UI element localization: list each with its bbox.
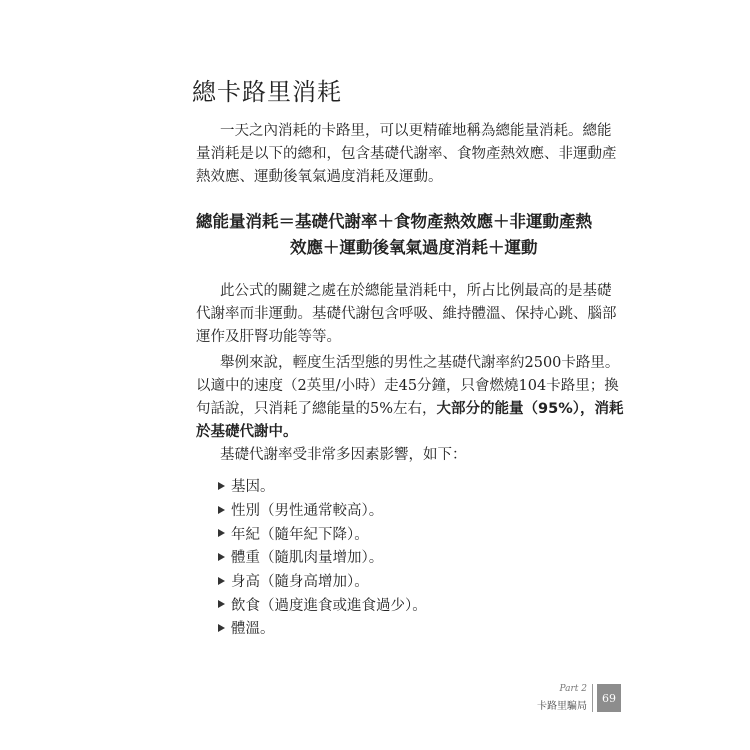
list-item-text: 基因。 [231, 479, 275, 496]
emphasis-text: 大部分的能量（95%），消耗 [436, 401, 624, 417]
paragraph-line: 運作及肝腎功能等等。 [196, 329, 341, 345]
paragraph-line: 此公式的關鍵之處在於總能量消耗中，所占比例最高的是基礎 [220, 283, 612, 299]
page-number: 69 [597, 684, 621, 712]
list-item [218, 592, 427, 616]
list-item-text: 身高（隨身高增加）。 [231, 574, 369, 591]
list-item-text: 飲食（過度進食或進食過少）。 [231, 597, 427, 614]
triangle-bullet-icon [218, 506, 225, 514]
formula-line: 效應＋運動後氧氣過度消耗＋運動 [290, 238, 538, 257]
triangle-bullet-icon [218, 482, 225, 490]
emphasis-text: 於基礎代謝中。 [196, 424, 298, 440]
list-item [218, 569, 427, 593]
paragraph-line: 以適中的速度（2英里/小時）走45分鐘，只會燃燒104卡路里；換 [196, 378, 619, 394]
triangle-bullet-icon [218, 600, 225, 608]
intro-line: 一天之內消耗的卡路里，可以更精確地稱為總能量消耗。總能 [220, 123, 612, 139]
plain-text: 句話說，只消耗了總能量的5%左右， [196, 401, 437, 417]
list-item-text: 年紀（隨年紀下降）。 [231, 526, 369, 543]
intro-line: 熱效應、運動後氧氣過度消耗及運動。 [196, 169, 443, 185]
factors-list [218, 474, 427, 640]
chapter-label: 卡路里騙局 [537, 701, 587, 712]
triangle-bullet-icon [218, 577, 225, 585]
list-item-text: 性別（男性通常較高）。 [231, 503, 384, 520]
triangle-bullet-icon [218, 529, 225, 537]
list-lead-in: 基礎代謝率受非常多因素影響，如下： [220, 447, 467, 463]
intro-line: 量消耗是以下的總和，包含基礎代謝率、食物產熱效應、非運動產 [196, 146, 617, 162]
list-item [218, 616, 427, 640]
list-item [218, 498, 427, 522]
page-title: 總卡路里消耗 [192, 78, 342, 106]
paragraph-line [196, 398, 623, 420]
list-item-text: 體溫。 [231, 621, 275, 638]
list-item [218, 545, 427, 569]
paragraph-line: 舉例來說，輕度生活型態的男性之基礎代謝率約2500卡路里。 [220, 355, 620, 371]
list-item [218, 474, 427, 498]
part-label: Part 2 [559, 684, 587, 694]
triangle-bullet-icon [218, 553, 225, 561]
paragraph-line: 代謝率而非運動。基礎代謝包含呼吸、維持體溫、保持心跳、腦部 [196, 306, 617, 322]
footer-divider [592, 684, 593, 712]
list-item-text: 體重（隨肌肉量增加）。 [231, 550, 384, 567]
list-item [218, 521, 427, 545]
formula-line: 總能量消耗＝基礎代謝率＋食物產熱效應＋非運動產熱 [196, 212, 592, 231]
triangle-bullet-icon [218, 624, 225, 632]
